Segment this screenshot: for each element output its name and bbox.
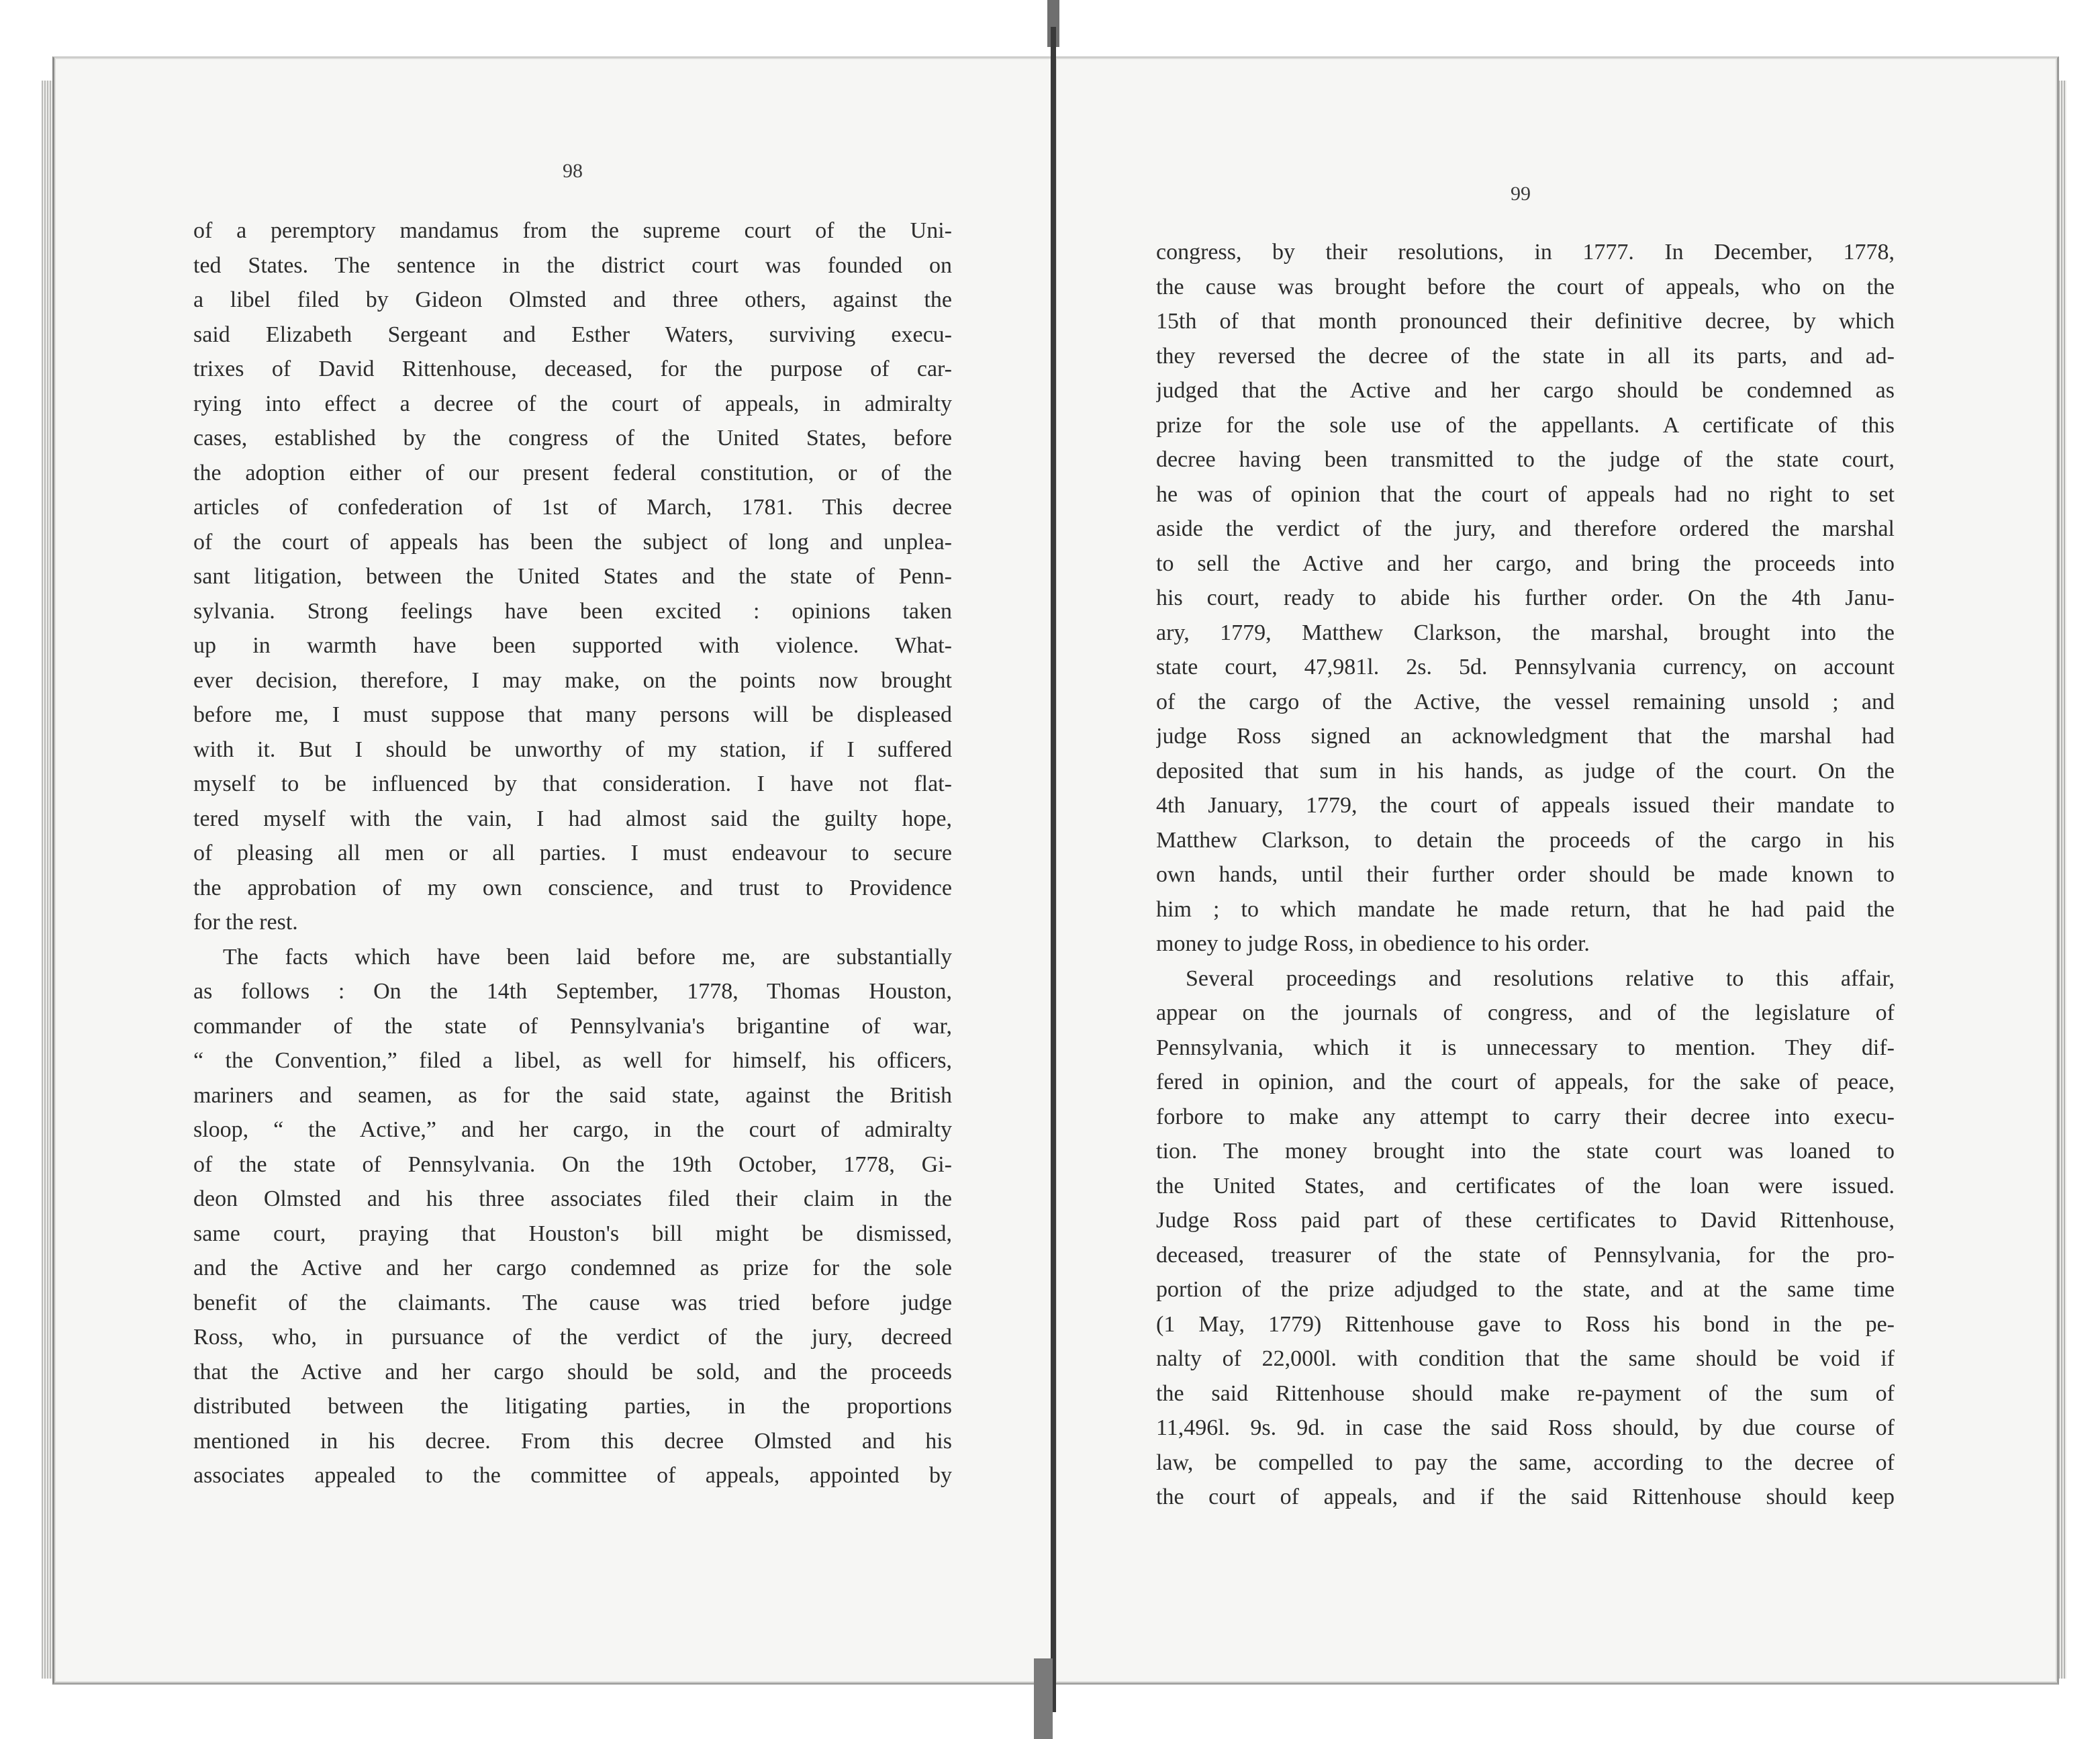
book-gutter bbox=[1051, 27, 1056, 1712]
text-line: the said Rittenhouse should make re-payment of the sum of bbox=[1156, 1380, 1895, 1406]
text-line: with it. But I should be unworthy of my station, if I suffered bbox=[193, 737, 952, 762]
text-line: rying into effect a decree of the court of appeals, in admiralty bbox=[193, 391, 952, 416]
text-line: The facts which have been laid before me, are substantially bbox=[223, 944, 952, 970]
right-page-text bbox=[1156, 235, 1895, 1515]
text-line: own hands, until their further order should be made known to bbox=[1156, 862, 1895, 887]
text-line: mariners and seamen, as for the said state, against the British bbox=[193, 1082, 952, 1108]
text-line: appear on the journals of congress, and of the legislature of bbox=[1156, 1000, 1895, 1025]
text-line: Judge Ross paid part of these certificates to David Rittenhouse, bbox=[1156, 1208, 1895, 1233]
text-line: cases, established by the congress of the United States, before bbox=[193, 426, 952, 451]
text-line: associates appealed to the committee of appeals, appointed by bbox=[193, 1463, 952, 1488]
text-line: deposited that sum in his hands, as judge of the court. On the bbox=[1156, 758, 1895, 784]
text-line: mentioned in his decree. From this decree Olmsted and his bbox=[193, 1428, 952, 1454]
text-line: aside the verdict of the jury, and therefore ordered the marshal bbox=[1156, 516, 1895, 541]
text-line: judged that the Active and her cargo should be condemned as bbox=[1156, 378, 1895, 403]
text-line: tered myself with the vain, I had almost said the guilty hope, bbox=[193, 806, 952, 831]
text-line: up in warmth have been supported with violence. What- bbox=[193, 633, 952, 658]
text-line: the United States, and certificates of the loan were issued. bbox=[1156, 1173, 1895, 1198]
text-line: 15th of that month pronounced their definitive decree, by which bbox=[1156, 309, 1895, 334]
text-line: they reversed the decree of the state in all its parts, and ad- bbox=[1156, 343, 1895, 369]
text-line: trixes of David Rittenhouse, deceased, for the purpose of car- bbox=[193, 357, 952, 381]
text-line: commander of the state of Pennsylvania's brigantine of war, bbox=[193, 1013, 952, 1039]
left-page-text bbox=[193, 214, 952, 1493]
text-line: ted States. The sentence in the district court was founded on bbox=[193, 252, 952, 278]
text-line: of pleasing all men or all parties. I must endeavour to secure bbox=[193, 841, 952, 865]
text-line: prize for the sole use of the appellants. A certificate of this bbox=[1156, 412, 1895, 438]
text-line: for the rest. bbox=[193, 910, 298, 935]
text-line: before me, I must suppose that many persons will be displeased bbox=[193, 702, 952, 727]
text-line: to sell the Active and her cargo, and bring the proceeds into bbox=[1156, 551, 1895, 576]
text-line: his court, ready to abide his further order. On the 4th Janu- bbox=[1156, 585, 1895, 610]
text-line: he was of opinion that the court of appeals had no right to set bbox=[1156, 481, 1895, 507]
text-line: congress, by their resolutions, in 1777. In December, 1778, bbox=[1156, 240, 1895, 265]
text-line: tion. The money brought into the state court was loaned to bbox=[1156, 1139, 1895, 1164]
text-line: a libel filed by Gideon Olmsted and three others, against the bbox=[193, 287, 952, 312]
left-page-number: 98 bbox=[563, 160, 583, 182]
text-line: of a peremptory mandamus from the supreme court of the Uni- bbox=[193, 218, 952, 243]
text-line: said Elizabeth Sergeant and Esther Waters, surviving execu- bbox=[193, 322, 952, 347]
text-line: ever decision, therefore, I may make, on the points now brought bbox=[193, 667, 952, 693]
text-line: nalty of 22,000l. with condition that the same should be void if bbox=[1156, 1346, 1895, 1371]
text-line: 4th January, 1779, the court of appeals issued their mandate to bbox=[1156, 793, 1895, 818]
text-line: portion of the prize adjudged to the state, and at the same time bbox=[1156, 1277, 1895, 1302]
text-line: him ; to which mandate he made return, that he had paid the bbox=[1156, 896, 1895, 922]
text-line: decree having been transmitted to the judge of the state court, bbox=[1156, 447, 1895, 472]
text-line: sylvania. Strong feelings have been excited : opinions taken bbox=[193, 598, 952, 624]
text-line: sloop, “ the Active,” and her cargo, in the court of admiralty bbox=[193, 1117, 952, 1142]
text-line: ary, 1779, Matthew Clarkson, the marshal, brought into the bbox=[1156, 620, 1895, 645]
text-line: (1 May, 1779) Rittenhouse gave to Ross his bond in the pe- bbox=[1156, 1311, 1895, 1337]
text-line: same court, praying that Houston's bill might be dismissed, bbox=[193, 1221, 952, 1246]
text-line: articles of confederation of 1st of March, 1781. This decree bbox=[193, 495, 952, 520]
text-line: that the Active and her cargo should be sold, and the proceeds bbox=[193, 1359, 952, 1384]
text-line: of the state of Pennsylvania. On the 19th October, 1778, Gi- bbox=[193, 1152, 952, 1177]
text-line: law, be compelled to pay the same, according to the decree of bbox=[1156, 1450, 1895, 1475]
text-line: 11,496l. 9s. 9d. in case the said Ross should, by due course of bbox=[1156, 1415, 1895, 1440]
text-line: the adoption either of our present federal constitution, or of the bbox=[193, 460, 952, 485]
text-line: money to judge Ross, in obedience to his order. bbox=[1156, 931, 1590, 956]
binding-bottom bbox=[1034, 1658, 1053, 1739]
text-line: of the cargo of the Active, the vessel remaining unsold ; and bbox=[1156, 689, 1895, 714]
text-line: the court of appeals, and if the said Rittenhouse should keep bbox=[1156, 1485, 1895, 1509]
text-line: myself to be influenced by that consideration. I have not flat- bbox=[193, 771, 952, 796]
text-line: judge Ross signed an acknowledgment that the marshal had bbox=[1156, 724, 1895, 749]
text-line: as follows : On the 14th September, 1778, Thomas Houston, bbox=[193, 979, 952, 1004]
text-line: the cause was brought before the court of appeals, who on the bbox=[1156, 274, 1895, 299]
text-line: forbore to make any attempt to carry their decree into execu- bbox=[1156, 1104, 1895, 1129]
text-line: fered in opinion, and the court of appeals, for the sake of peace, bbox=[1156, 1070, 1895, 1094]
left-leaf-edge bbox=[42, 81, 52, 1679]
right-page-number: 99 bbox=[1511, 183, 1531, 205]
text-line: Several proceedings and resolutions relative to this affair, bbox=[1186, 966, 1895, 991]
text-line: state court, 47,981l. 2s. 5d. Pennsylvania currency, on account bbox=[1156, 655, 1895, 679]
text-line: Ross, who, in pursuance of the verdict of the jury, decreed bbox=[193, 1325, 952, 1350]
text-line: distributed between the litigating parties, in the proportions bbox=[193, 1394, 952, 1419]
text-line: and the Active and her cargo condemned as prize for the sole bbox=[193, 1256, 952, 1280]
text-line: sant litigation, between the United States and the state of Penn- bbox=[193, 564, 952, 589]
text-line: deon Olmsted and his three associates filed their claim in the bbox=[193, 1186, 952, 1211]
text-line: the approbation of my own conscience, and trust to Providence bbox=[193, 875, 952, 900]
text-line: of the court of appeals has been the subject of long and unplea- bbox=[193, 529, 952, 555]
text-line: benefit of the claimants. The cause was tried before judge bbox=[193, 1290, 952, 1315]
text-line: Matthew Clarkson, to detain the proceeds of the cargo in his bbox=[1156, 827, 1895, 853]
text-line: deceased, treasurer of the state of Pennsylvania, for the pro- bbox=[1156, 1242, 1895, 1268]
text-line: “ the Convention,” filed a libel, as well for himself, his officers, bbox=[193, 1048, 952, 1073]
text-line: Pennsylvania, which it is unnecessary to mention. They dif- bbox=[1156, 1035, 1895, 1060]
